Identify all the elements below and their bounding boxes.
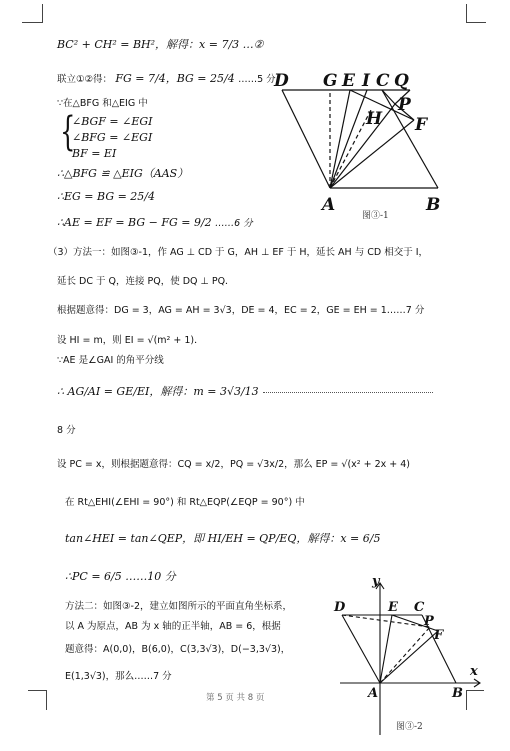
condition-bf-ei: BF = EI (72, 147, 117, 160)
label-c: C (376, 71, 390, 91)
text-method-one: （3）方法一：如图③-1，作 AG ⊥ CD 于 G，AH ⊥ EF 于 H，延长 AH 与 CD 相交于 I， (48, 247, 429, 258)
score-5: ……5 分 (238, 74, 276, 85)
equation-bc-ch-bh: BC² + CH² = BH²，解得：x = 7/3 …② (57, 38, 264, 51)
text-angle-bisector: ∵AE 是∠GAI 的角平分线 (57, 355, 164, 366)
label-b: B (452, 686, 463, 701)
label-p: P (424, 614, 434, 629)
line-set-hi (57, 334, 204, 348)
text-congruent: ∴△BFG ≌ △EIG（AAS） (57, 167, 189, 180)
text-given-values: 根据题意得：DG = 3，AG = AH = 3√3，DE = 4，EC = 2，GE = EH = 1……7 分 (57, 305, 425, 316)
equation-ratio: ∴ AG/AI = GE/EI，解得：m = 3√3/13 (57, 385, 259, 398)
crop-mark-top-right-v (466, 4, 467, 23)
text-method-two: 方法二：如图③-2，建立如图所示的平面直角坐标系， (65, 601, 292, 612)
segment-ah-dashed (330, 110, 371, 188)
left-brace: { (60, 109, 76, 155)
text-e-coord: E(1,3√3)，那么……7 分 (65, 671, 172, 682)
equation-tan: tan∠HEI = tan∠QEP，即 HI/EH = QP/EQ，解得：x = 6/5 (65, 532, 381, 545)
crop-mark-bottom-left-v (46, 690, 47, 710)
crop-mark-top-right-h (466, 22, 486, 23)
line-given-values (57, 304, 424, 318)
axis-label-x: x (470, 664, 478, 679)
line-method-one (48, 246, 428, 260)
label-g: G (323, 71, 338, 91)
brace-row-3 (72, 147, 116, 161)
line-eg-bg (57, 190, 155, 204)
line-coordinates (65, 643, 290, 657)
segment-ae (330, 90, 350, 188)
dotted-leader (263, 392, 433, 393)
line-score-8 (57, 424, 76, 438)
line-e-coord (65, 670, 172, 684)
segment-ap-dashed (380, 627, 430, 683)
page-number: 第 5 页 共 8 页 (206, 693, 265, 703)
text-right-triangles: 在 Rt△EHI(∠EHI = 90°) 和 Rt△EQP(∠EQP = 90°) 中 (65, 497, 305, 508)
crop-mark-bottom-left-h (28, 690, 46, 691)
page-footer (206, 691, 264, 705)
text-extend-dc: 延长 DC 于 Q，连接 PQ，使 DQ ⊥ PQ． (57, 276, 235, 287)
line-angle-bisector (57, 354, 164, 368)
label-b: B (426, 195, 441, 215)
segment-ae (380, 615, 392, 683)
axis-label-y: y (372, 575, 380, 589)
equation-fg-bg: FG = 7/4，BG = 25/4 (115, 72, 235, 85)
text-set-pc: 设 PC = x，则根据题意得：CQ = x/2，PQ = √3x/2，那么 EP = √(x² + 2x + 4) (57, 459, 411, 470)
text-in-triangles: ∵在△BFG 和△EIG 中 (57, 98, 148, 109)
text-combine: 联立①②得： (57, 74, 113, 85)
line-pc-result (65, 570, 176, 584)
caption-figure-3-1: 图③-1 (362, 211, 389, 220)
label-a: A (322, 195, 336, 215)
label-e: E (342, 71, 355, 91)
line-method-two (65, 600, 292, 614)
text-coordinates: 题意得：A(0,0)，B(6,0)，C(3,3√3)，D(−3,3√3)， (65, 644, 291, 655)
text-origin: 以 A 为原点，AB 为 x 轴的正半轴，AB = 6，根据 (65, 621, 281, 632)
line-tan (65, 532, 380, 546)
line-congruent (57, 167, 188, 181)
segment-da (282, 90, 330, 188)
brace-row-1 (72, 115, 153, 129)
label-e: E (388, 600, 398, 615)
segment-ap (330, 104, 395, 188)
label-c: C (414, 600, 425, 615)
line-pythagoras (57, 38, 264, 52)
label-q: Q (394, 71, 409, 91)
equation-ae-ef: ∴AE = EF = BG − FG = 9/2 (57, 216, 212, 229)
equation-eg-bg: ∴EG = BG = 25/4 (57, 190, 156, 203)
label-f: F (434, 628, 444, 643)
label-f: F (415, 115, 428, 135)
line-right-triangles (65, 496, 305, 510)
label-i: I (362, 71, 370, 91)
line-fg-bg (57, 72, 276, 87)
line-ae-ef (57, 216, 253, 231)
segment-da (342, 615, 380, 683)
figure-3-2 (330, 575, 490, 745)
label-h: H (366, 109, 383, 129)
score-6: ……6 分 (215, 218, 253, 229)
line-origin (65, 620, 281, 634)
line-extend-dc (57, 275, 235, 289)
segment-af (380, 631, 438, 683)
caption-figure-3-2: 图③-2 (396, 722, 423, 732)
line-set-pc (57, 458, 410, 472)
label-p: P (398, 95, 411, 115)
crop-mark-top-left-h (22, 22, 42, 23)
figure-3-1 (270, 70, 480, 220)
equation-pc-result: ∴PC = 6/5 ……10 分 (65, 570, 176, 583)
segment-dp-dashed (342, 615, 430, 627)
crop-mark-top-left-v (42, 4, 43, 23)
label-d: D (274, 71, 289, 91)
brace-row-2 (72, 131, 152, 145)
condition-angle-bfg: ∠BFG = ∠EGI (72, 131, 153, 144)
line-ratio (57, 385, 433, 399)
label-d: D (334, 600, 346, 615)
label-a: A (368, 686, 379, 701)
text-set-hi: 设 HI = m，则 EI = √(m² + 1)． (57, 335, 204, 346)
condition-angle-bgf: ∠BGF = ∠EGI (72, 115, 153, 128)
score-8: 8 分 (57, 425, 76, 436)
